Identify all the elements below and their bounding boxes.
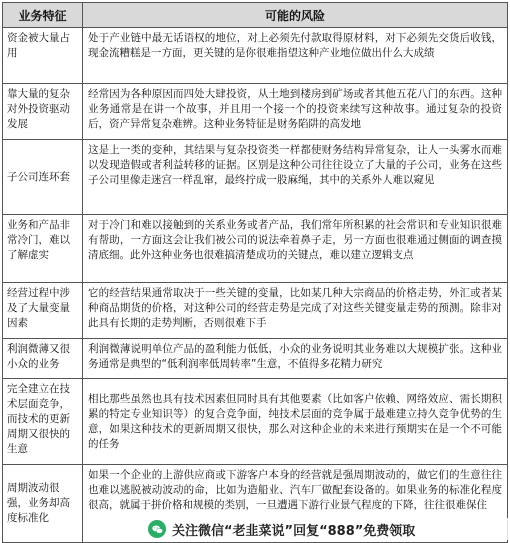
risk-cell: 对于冷门和难以接触到的关系业务或者产品，我们常年所积累的社会常识和专业知识很难有帮助，一方面这会让我们被公司的说法牵着鼻子走，另一方面也很难通过侧面的调查摸清底细。此外这种业务也很难搞清楚成功的关键点，难以建立逻辑支点 [83,215,508,283]
table-row [3,339,508,379]
header-business-feature: 业务特征 [3,3,83,28]
table-row [3,84,508,140]
wechat-icon [148,520,166,538]
table-row [3,28,508,84]
table-row [3,215,508,283]
table-header-row [3,3,508,28]
watermark-banner [148,518,508,540]
risk-cell: 这是上一类的变种，其结果与复杂投资类一样都使财务结构异常复杂，让人一头雾水而难以发现造假或者利益转移的证据。区别是这种公司往往设立了大量的子公司，业务在这些子公司里像走迷宫一样乱窜，最终拧成一股麻绳，其中的关系外人难以窥见 [83,140,508,215]
feature-cell: 资金被大量占用 [3,28,83,84]
feature-cell: 子公司连环套 [3,140,83,215]
risk-cell: 经常因为各种原因而四处大肆投资，从土地到楼房到矿场或者其他五花八门的东西。这种业务通常是在讲一个故事，并且用一个接一个的投资来续写这种故事。通过复杂的投资后，资产异常复杂难辨。这种业务特征是财务陷阱的高发地 [83,84,508,140]
feature-cell: 靠大量的复杂对外投资驱动发展 [3,84,83,140]
risk-cell: 处于产业链中最无话语权的地位，对上必须先付款取得原材料，对下必须先交货后收钱，现金流糟糕是一方面，更关键的是你很难指望这种产业地位做出什么大成绩 [83,28,508,84]
risk-cell: 相比那些虽然也具有技术因素但同时具有其他要素（比如客户依赖、网络效应、需长期积累的特定专业知识等）的复合竞争面，纯技术层面的竞争属于最难建立持久竞争优势的生意，如果这种技术的更新周期又很快，那么对这种企业的未来进行预期实在是一个不可能的任务 [83,379,508,465]
feature-cell: 利润微薄又很小众的业务 [3,339,83,379]
business-risk-table [2,2,508,543]
table-row [3,283,508,339]
feature-cell: 周期波动很强，业务却高度标准化 [3,465,83,543]
risk-cell: 如果一个企业的上游供应商或下游客户本身的经营就是强周期波动的，做它们的生意往往也难以逃脱被动波动的命，比如为造船业、汽车厂做配套设备的。如果业务的标准化程度很高，就属于拼价格和规模的类别，一旦遭遇下游行业景气程度的下降，往往很难保住 [83,465,508,543]
risk-cell: 利润微薄说明单位产品的盈利能力低低，小众的业务说明其业务难以大规模扩张。这种业务通常是典型的“低利润率低周转率”生意，不值得多花精力研究 [83,339,508,379]
feature-cell: 业务和产品非常冷门，难以了解虚实 [3,215,83,283]
table-row [3,140,508,215]
feature-cell: 经营过程中涉及了大量变量因素 [3,283,83,339]
watermark-text: 关注微信“老韭菜说”回复“888”免费领取 [172,523,416,539]
feature-cell: 完全建立在技术层面竞争，而技术的更新周期又很快的生意 [3,379,83,465]
table-row [3,379,508,465]
risk-cell: 它的经营结果通常取决于一些关键的变量，比如某几种大宗商品的价格走势，外汇或者某种商品期货的价格，对这种公司的经营走势是完成了对这些关键变量走势的预测。除非对此具有长期的走势判断，否则很难下手 [83,283,508,339]
document-page [2,2,507,539]
header-possible-risk: 可能的风险 [83,3,508,28]
